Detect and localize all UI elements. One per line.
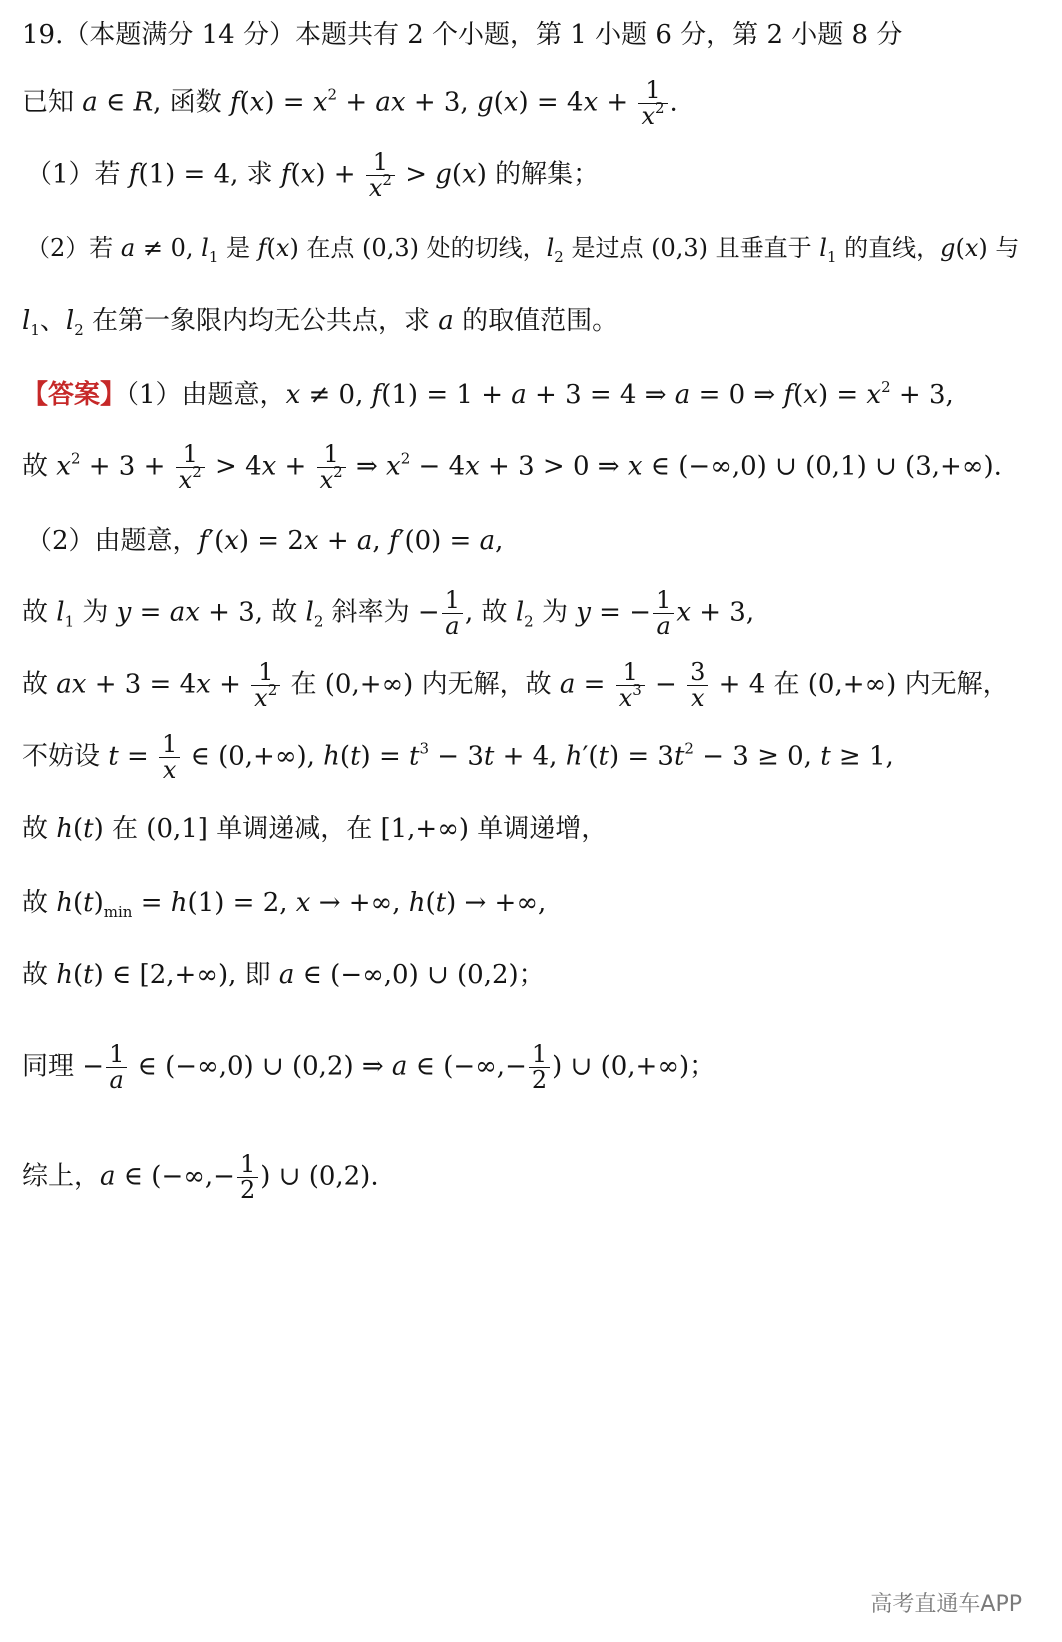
answer-line-6: 不妨设 t = $\frac{1}{x}$ ∈ (0,+∞), $h(t) = t^3 - 3t + 4$, $h'(t) = 3t^2 - 3 \ge 0$, t ≥ 1, [22, 730, 894, 785]
answer-tag: 【答案】 [22, 380, 127, 410]
answer-line-11: 综上，a ∈ (−∞,− $\frac{1}{2}$ ) ∪ (0,2). [22, 1150, 379, 1205]
app-watermark: 高考直通车APP [870, 1592, 1022, 1617]
answer-line-5: 故 ax + 3 = 4x + $\frac{1}{x^2}$ 在 (0,+∞) 内无解，故 a = $\frac{1}{x^3}$ − $\frac{3}{x}$ + 4 在 (0,+∞) 内无解， [22, 658, 1009, 713]
answer-line-4: 故 $l_1$ 为 y = ax + 3, 故 $l_2$ 斜率为 − $\frac{1}{a}$ , 故 $l_2$ 为 y = − $\frac{1}{a}$ x + 3, [22, 586, 755, 641]
answer-line-10: 同理 − $\frac{1}{a}$ ∈ (−∞,0) ∪ (0,2) ⇒ a ∈ (−∞,− $\frac{1}{2}$ ) ∪ (0,+∞)； [22, 1040, 716, 1095]
answer-line-3: （2）由题意，f′(x) = 2x + a, f′(0) = a, [26, 526, 504, 556]
answer-line-1: 【答案】（1）由题意，x ≠ 0, f(1) = 1 + a + 3 = 4 ⇒ a = 0 ⇒ $f(x) = x^2 + 3$, [22, 378, 954, 410]
question-part-1: （1）若 f(1) = 4, 求 f(x) + $\frac{1}{x^2}$ > g(x) 的解集； [26, 148, 600, 203]
answer-line-7: 故 h(t) 在 (0,1] 单调递减，在 [1,+∞) 单调递增， [22, 814, 608, 844]
answer-line-8: 故 $h(t)_{min} = h(1) = 2$, x → +∞, h(t) → +∞, [22, 888, 547, 921]
question-part-2-line-1: （2）若 a ≠ 0, $l_1$ 是 f(x) 在点 (0,3) 处的切线，$l_2$ 是过点 (0,3) 且垂直于 $l_1$ 的直线，g(x) 与 [26, 234, 1020, 266]
answer-line-2: 故 $x^2 + 3$ + $\frac{1}{x^2}$ > 4x + $\frac{1}{x^2}$ ⇒ $x^2 - 4x + 3 > 0$ ⇒ x ∈ (−∞,0) ∪ (0,1) ∪ (3,+∞). [22, 440, 1002, 495]
question-given: 已知 a ∈ R, 函数 $f(x) = x^2$ + ax + 3, g(x) = 4x + $\frac{1}{x^2}$ . [22, 76, 678, 131]
question-part-2-line-2: $l_1$、$l_2$ 在第一象限内均无公共点，求 a 的取值范围。 [22, 306, 619, 339]
answer-line-9: 故 h(t) ∈ [2,+∞), 即 a ∈ (−∞,0) ∪ (0,2)； [22, 960, 545, 990]
question-header: 19.（本题满分 14 分）本题共有 2 个小题，第 1 小题 6 分，第 2 小题 8 分 [22, 20, 903, 50]
